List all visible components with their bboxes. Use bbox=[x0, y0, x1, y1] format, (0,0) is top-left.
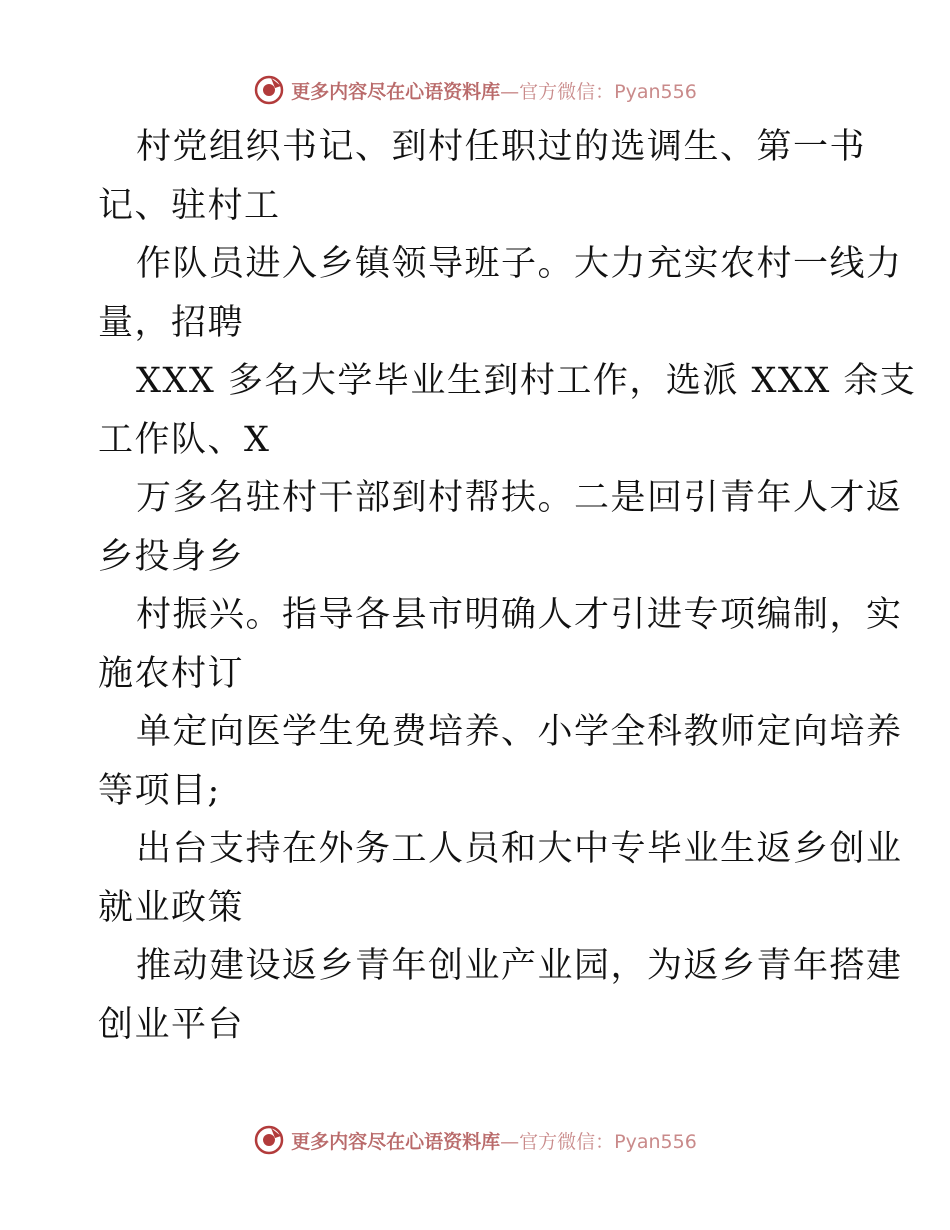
header-banner bbox=[0, 70, 950, 110]
text-line: 村振兴。指导各县市明确人才引进专项编制，实 bbox=[136, 595, 903, 635]
text-line: 单定向医学生免费培养、小学全科教师定向培养 bbox=[136, 712, 903, 752]
text-line: 万多名驻村干部到村帮扶。二是回引青年人才返 bbox=[136, 478, 903, 518]
text-line: 乡投身乡 bbox=[98, 536, 245, 577]
text-line: 就业政策 bbox=[98, 887, 245, 928]
banner-wechat: 官方微信：Pyan556 bbox=[519, 80, 697, 103]
text-line: 等项目; bbox=[98, 770, 221, 811]
banner-text bbox=[291, 1127, 697, 1154]
text-line: 村党组织书记、到村任职过的选调生、第一书 bbox=[136, 127, 867, 167]
text-line: 出台支持在外务工人员和大中专毕业生返乡创业 bbox=[136, 829, 903, 869]
footer-banner bbox=[0, 1120, 950, 1160]
banner-separator: — bbox=[500, 1130, 520, 1153]
text-line: 推动建设返乡青年创业产业园，为返乡青年搭建 bbox=[136, 946, 903, 986]
text-line: 记、驻村工 bbox=[98, 185, 281, 226]
text-line: XXX 多名大学毕业生到村工作，选派 XXX 余支 bbox=[136, 361, 917, 401]
document-body bbox=[98, 118, 917, 1054]
text-line: 作队员进入乡镇领导班子。大力充实农村一线力 bbox=[136, 244, 903, 284]
banner-site: 更多内容尽在心语资料库 bbox=[291, 80, 501, 103]
text-line: 工作队、X bbox=[98, 419, 271, 460]
text-line: 施农村订 bbox=[98, 653, 245, 694]
logo-icon bbox=[253, 1124, 285, 1156]
banner-text bbox=[291, 77, 697, 104]
text-line: 创业平台 bbox=[98, 1004, 245, 1045]
text-line: 量，招聘 bbox=[98, 302, 245, 343]
banner-separator: — bbox=[500, 80, 520, 103]
banner-site: 更多内容尽在心语资料库 bbox=[291, 1130, 501, 1153]
banner-wechat: 官方微信：Pyan556 bbox=[519, 1130, 697, 1153]
logo-icon bbox=[253, 74, 285, 106]
